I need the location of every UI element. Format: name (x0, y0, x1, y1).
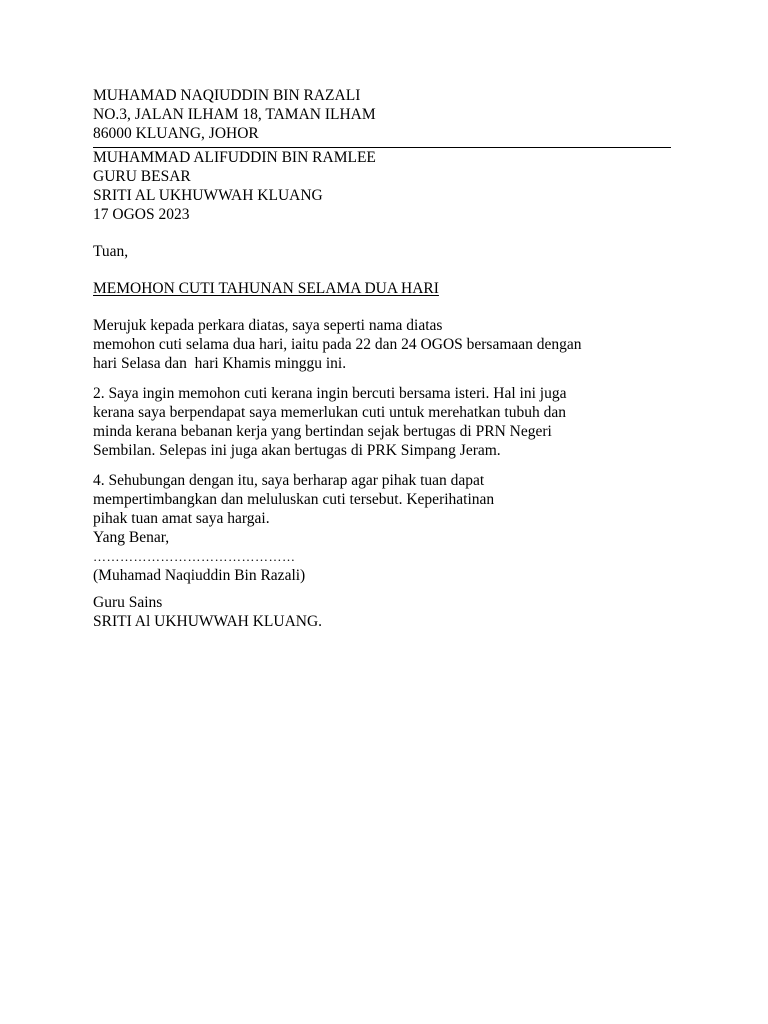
paragraph-line: memohon cuti selama dua hari, iaitu pada 22 dan 24 OGOS bersamaan dengan (93, 336, 582, 353)
signer-school: SRITI Al UKHUWWAH KLUANG. (93, 613, 323, 630)
signer-position: Guru Sains (93, 594, 163, 611)
recipient-title: GURU BESAR (93, 168, 191, 185)
signature-name: (Muhamad Naqiuddin Bin Razali) (93, 567, 306, 584)
paragraph-line: minda kerana bebanan kerja yang bertindan sejak bertugas di PRN Negeri (93, 423, 552, 440)
paragraph-2 (93, 384, 693, 460)
sender-block (93, 86, 693, 143)
sender-address-line2: 86000 KLUANG, JOHOR (93, 125, 259, 142)
recipient-name: MUHAMMAD ALIFUDDIN BIN RAMLEE (93, 149, 376, 166)
paragraph-3 (93, 471, 693, 528)
letter-date: 17 OGOS 2023 (93, 206, 190, 223)
paragraph-line: Merujuk kepada perkara diatas, saya seperti nama diatas (93, 317, 443, 334)
paragraph-line: hari Selasa dan hari Khamis minggu ini. (93, 355, 347, 372)
letter-page (93, 86, 693, 631)
sender-address-line1: NO.3, JALAN ILHAM 18, TAMAN ILHAM (93, 106, 376, 123)
salutation: Tuan, (93, 243, 129, 260)
letter-subject: MEMOHON CUTI TAHUNAN SELAMA DUA HARI (93, 280, 439, 297)
paragraph-1 (93, 316, 693, 373)
paragraph-line: 4. Sehubungan dengan itu, saya berharap agar pihak tuan dapat (93, 472, 485, 489)
recipient-block (93, 148, 693, 224)
paragraph-line: mempertimbangkan dan meluluskan cuti tersebut. Keperihatinan (93, 491, 495, 508)
paragraph-line: Sembilan. Selepas ini juga akan bertugas di PRK Simpang Jeram. (93, 442, 501, 459)
paragraph-line: 2. Saya ingin memohon cuti kerana ingin bercuti bersama isteri. Hal ini juga (93, 385, 567, 402)
recipient-school: SRITI AL UKHUWWAH KLUANG (93, 187, 323, 204)
signature-line: ……………………………………… (93, 549, 296, 564)
closing: Yang Benar, (93, 529, 170, 546)
paragraph-line: pihak tuan amat saya hargai. (93, 510, 270, 527)
paragraph-line: kerana saya berpendapat saya memerlukan cuti untuk merehatkan tubuh dan (93, 404, 566, 421)
sender-name: MUHAMAD NAQIUDDIN BIN RAZALI (93, 87, 361, 104)
